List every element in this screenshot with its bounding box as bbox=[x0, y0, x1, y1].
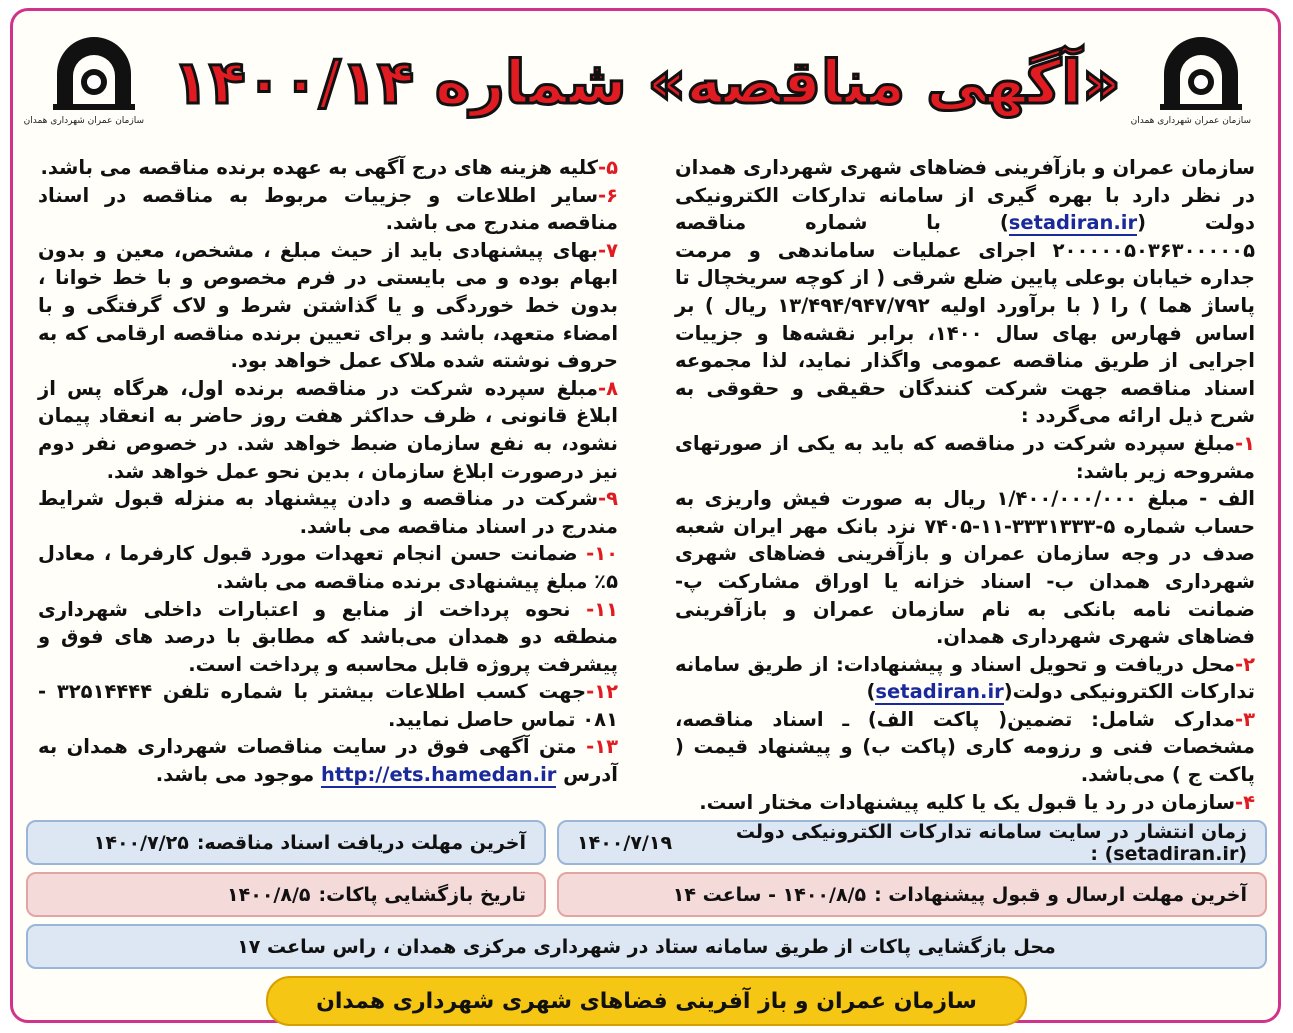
item-text: مبلغ سپرده شرکت در مناقصه برنده اول، هرگاه پس از ابلاغ قانونی ، ظرف حداکثر هفت روز حاضر به انعقاد پیمان نشود، به نفع سازمان ضبط خواهد شد. در خصوص نفر دوم نیز درصورت ابلاغ سازمان ، بدین نحو عمل خواهد شد. bbox=[38, 376, 618, 483]
publish-date-value: ۱۴۰۰/۷/۱۹ bbox=[577, 831, 673, 854]
publish-date-box bbox=[557, 820, 1267, 865]
item-text: شرکت در مناقصه و دادن پیشنهاد به منزله قبول شرایط مندرج در اسناد مناقصه می باشد. bbox=[38, 487, 618, 538]
logo-right bbox=[1130, 34, 1251, 144]
item-9 bbox=[38, 485, 618, 540]
item-text: کلیه هزینه های درج آگهی به عهده برنده مناقصه می باشد. bbox=[40, 156, 598, 179]
setad-link[interactable]: setadiran.ir bbox=[1008, 211, 1138, 235]
item-number: ۷- bbox=[598, 238, 618, 262]
item-13 bbox=[38, 733, 618, 788]
organization-logo-icon bbox=[1156, 34, 1246, 114]
item-text: نحوه پرداخت از منابع و اعتبارات داخلی شهرداری منطقه دو همدان می‌باشد که مطابق با درصد های فوق و پیشرفت پروژه قابل محاسبه و پرداخت است. bbox=[38, 597, 618, 676]
item-text: سازمان در رد یا قبول یک یا کلیه پیشنهادات مختار است. bbox=[699, 790, 1235, 814]
item-3 bbox=[675, 706, 1255, 789]
item-number: ۱۳- bbox=[586, 735, 618, 759]
item-5 bbox=[38, 154, 618, 182]
item-1 bbox=[675, 430, 1255, 485]
item-heading: مدارک شامل bbox=[1098, 707, 1235, 731]
item-text: سایر اطلاعات و جزییات مربوط به مناقصه در اسناد مناقصه مندرج می باشد. bbox=[38, 183, 618, 235]
item-number: ۱- bbox=[1235, 431, 1255, 455]
item-number: ۸- bbox=[598, 376, 618, 400]
opening-place-text: محل بازگشایی پاکات از طریق سامانه ستاد در شهرداری مرکزی همدان ، راس ساعت ۱۷ bbox=[237, 935, 1056, 958]
organization-logo-icon bbox=[49, 34, 139, 114]
submit-deadline-value: ۱۴۰۰/۸/۵ - ساعت ۱۴ bbox=[672, 883, 867, 906]
item-6 bbox=[38, 182, 618, 237]
left-column bbox=[38, 154, 618, 789]
logo-left bbox=[23, 34, 144, 144]
item-text: متن آگهی فوق در سایت مناقصات شهرداری همدان به آدرس bbox=[38, 735, 618, 787]
item-12 bbox=[38, 678, 618, 733]
item-number: ۴- bbox=[1235, 790, 1255, 814]
item-2 bbox=[675, 651, 1255, 706]
item-11 bbox=[38, 596, 618, 679]
item-text: بهای پیشنهادی باید از حیث مبلغ ، مشخص، معین و بدون ابهام بوده و می بایستی در فرم مخصوص و با خط خوانا ، بدون خط خوردگی و یا گذاشتن شرط و لاک گرفتگی و با امضاء متعهد، باشد و برای تعیین برنده مناقصه ارقامی که به حروف نوشته شده ملاک عمل خواهد بود. bbox=[38, 238, 618, 373]
item-number: ۲- bbox=[1235, 652, 1256, 676]
item-4 bbox=[675, 789, 1255, 817]
ad-content bbox=[23, 20, 1267, 1014]
footer-banner bbox=[266, 976, 1027, 1026]
footer-text: سازمان عمران و باز آفرینی فضاهای شهری شهرداری همدان bbox=[316, 988, 977, 1014]
intro-text-2: ) با شماره مناقصه ۲۰۰۰۰۰۵۰۳۶۳۰۰۰۰۰۵ اجرای عملیات ساماندهی و مرمت جداره خیابان بوعلی پایین ضلع شرقی ( از کوچه سریخچال تا پاساژ هما ) را ( با برآورد اولیه ۱۳/۴۹۴/۹۴۷/۷۹۲ ریال ) بر اساس فهارس بهای سال ۱۴۰۰، برابر نقشه‌ها و جزییات اجرایی از طریق مناقصه عمومی واگذار نماید، لذا مجموعه اسناد مناقصه جهت شرکت کنندگان حقیقی و حقوقی به شرح ذیل ارائه می‌گردد : bbox=[675, 211, 1256, 428]
publish-date-label: زمان انتشار در سایت سامانه تدارکات الکترونیکی دولت (setadiran.ir) : bbox=[735, 820, 1247, 865]
item-number: ۱۱- bbox=[586, 597, 618, 621]
opening-date-label: تاریخ بازگشایی پاکات: bbox=[318, 883, 526, 906]
item-text-close: ) bbox=[866, 680, 876, 704]
doc-deadline-value: ۱۴۰۰/۷/۲۵ bbox=[93, 831, 189, 854]
header bbox=[23, 20, 1267, 140]
right-column bbox=[675, 154, 1255, 816]
item-7 bbox=[38, 237, 618, 375]
item-number: ۱۰- bbox=[586, 542, 618, 566]
ets-link[interactable]: http://ets.hamedan.ir bbox=[320, 763, 557, 787]
logo-caption-left: سازمان عمران شهرداری همدان bbox=[23, 116, 144, 126]
logo-caption: سازمان عمران شهرداری همدان bbox=[1130, 116, 1251, 126]
ad-title-text: «آگهی مناقصه» شماره ۱۴۰۰/۱۴ bbox=[172, 48, 1121, 118]
item-text: ضمانت حسن انجام تعهدات مورد قبول کارفرما ، معادل ۵٪ مبلغ پیشنهادی برنده مناقصه می باشد. bbox=[38, 542, 618, 593]
opening-place-box bbox=[26, 924, 1267, 969]
item-text: جهت کسب اطلاعات بیشتر با شماره تلفن ۳۲۵۱۴۴۴۴ - ۰۸۱ تماس حاصل نمایید. bbox=[38, 680, 618, 731]
item-heading: محل دریافت و تحویل اسناد و پیشنهادات: bbox=[835, 652, 1236, 676]
setad-link-2[interactable]: setadiran.ir bbox=[875, 680, 1004, 704]
item-text: : تضمین( پاکت الف) ـ اسناد مناقصه، مشخصات فنی و رزومه کاری (پاکت ب) و پیشنهاد قیمت ( پاکت ج ) می‌باشد. bbox=[675, 707, 1255, 787]
doc-deadline-label: آخرین مهلت دریافت اسناد مناقصه: bbox=[196, 831, 526, 854]
intro-paragraph bbox=[675, 154, 1255, 430]
item-number: ۱۲- bbox=[586, 680, 618, 704]
item-text: مبلغ سپرده شرکت در مناقصه که باید به یکی از صورتهای مشروحه زیر باشد: bbox=[675, 431, 1255, 483]
submit-deadline-box bbox=[557, 872, 1267, 917]
item-1-options: الف - مبلغ ۱/۴۰۰/۰۰۰/۰۰۰ ریال به صورت فیش واریزی به حساب شماره ۵-۳۳۳۱۳۳۳-۱۱-۷۴۰۵ نزد بانک مهر ایران شعبه صدف در وجه سازمان عمران و بازآفرینی فضاهای شهری شهرداری همدان ب- اسناد خزانه یا اوراق مشارکت پ- ضمانت نامه بانکی به نام سازمان عمران و بازآفرینی فضاهای شهری شهرداری همدان. bbox=[675, 487, 1255, 649]
opening-date-value: ۱۴۰۰/۸/۵ bbox=[227, 883, 311, 906]
item-text: از طریق سامانه تدارکات الکترونیکی دولت( bbox=[675, 652, 1255, 704]
item-number: ۵- bbox=[598, 156, 618, 179]
item-text-tail: موجود می باشد. bbox=[155, 763, 321, 787]
intro-text-1: سازمان عمران و بازآفرینی فضاهای شهری شهرداری همدان در نظر دارد با بهره گیری از سامانه تدارکات الکترونیکی دولت ( bbox=[675, 156, 1255, 235]
item-8 bbox=[38, 375, 618, 485]
opening-date-box bbox=[26, 872, 546, 917]
item-number: ۶- bbox=[598, 183, 618, 207]
doc-deadline-box bbox=[26, 820, 546, 865]
submit-deadline-label: آخرین مهلت ارسال و قبول پیشنهادات : bbox=[874, 883, 1247, 906]
item-number: ۳- bbox=[1235, 707, 1255, 731]
item-number: ۹- bbox=[598, 487, 618, 511]
ad-title bbox=[172, 30, 1121, 136]
item-10 bbox=[38, 540, 618, 595]
